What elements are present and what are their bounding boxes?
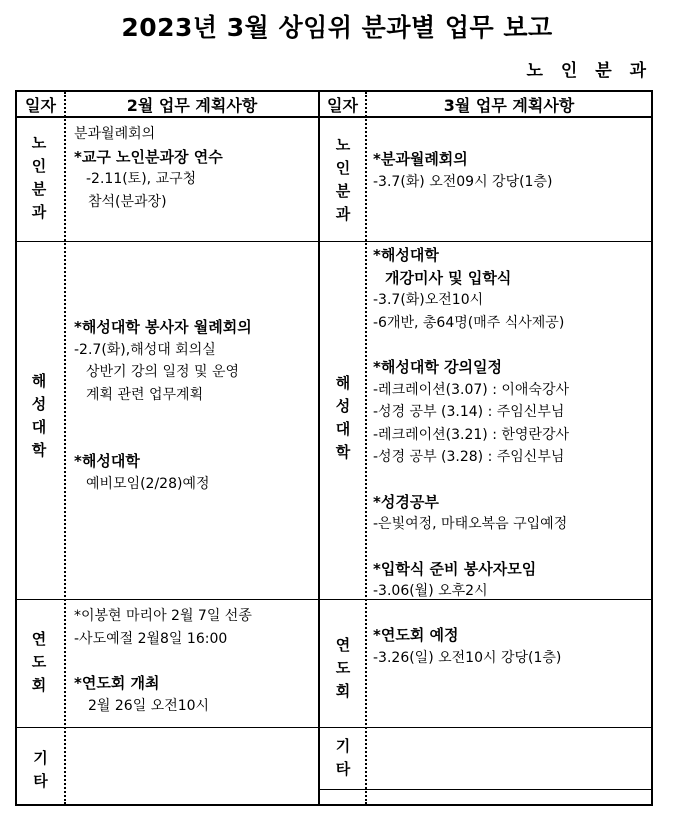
column-divider: [318, 92, 320, 804]
text-line: *연도회 예정: [373, 626, 459, 644]
row-label-senior: 노 인 분 과: [335, 136, 351, 223]
text-line: -6개반, 총64명(매주 식사제공): [373, 314, 565, 331]
text-line: *교구 노인분과장 연수: [74, 147, 223, 166]
text-line: *해성대학 봉사자 월례회의: [74, 318, 252, 336]
row-label-etc-left: 기 타: [33, 749, 48, 790]
text-line: 2월 26일 오전10시: [88, 697, 210, 714]
text-line: -3.7(화)오전10시: [373, 292, 484, 308]
header-plan-feb: 2월 업무 계획사항: [126, 96, 258, 115]
yeondo-feb-cell: [74, 605, 252, 717]
row-divider: [17, 727, 651, 728]
text-line: *해성대학 강의일정: [373, 358, 502, 376]
header-plan-mar: 3월 업무 계획사항: [443, 96, 575, 115]
row-divider: [17, 241, 651, 242]
text-line: 계획 관련 업무계획: [86, 386, 204, 403]
column-divider: [365, 92, 367, 804]
text-line: *해성대학: [373, 246, 439, 264]
text-line: 예비모임(2/28)예정: [86, 475, 210, 492]
header-divider: [17, 116, 651, 118]
text-line: *해성대학: [74, 452, 140, 470]
senior-feb-cell: [74, 123, 223, 213]
text-line: -3.26(일) 오전10시 강당(1층): [373, 649, 562, 666]
text-line: *분과월례회의: [373, 150, 468, 168]
header-date-left: 일자: [25, 96, 56, 115]
senior-mar-cell: [373, 148, 552, 193]
text-line: 상반기 강의 일정 및 운영: [86, 364, 240, 380]
haesung-feb-cell: [74, 316, 252, 495]
report-table: [15, 90, 653, 806]
page-title: 2023년 3월 상임위 분과별 업무 보고: [121, 13, 553, 42]
row-label-yeondo: 연 도 회: [335, 636, 351, 700]
row-label-haesung: 해 성 대 학: [335, 374, 351, 461]
row-label-haesung: 해 성 대 학: [31, 372, 47, 459]
text-line: -은빛여정, 마태오복음 구입예정: [373, 516, 568, 532]
column-divider: [64, 92, 66, 804]
text-line: -2.7(화),해성대 회의실: [74, 341, 216, 358]
department-name: 노 인 분 과: [526, 61, 652, 81]
text-line: *성경공부: [373, 492, 439, 511]
row-divider: [319, 789, 651, 790]
text-line: -3.7(화) 오전09시 강당(1층): [373, 173, 553, 190]
text-line: -성경 공부 (3.28) : 주임신부님: [373, 449, 565, 465]
text-line: -사도예절 2월8일 16:00: [74, 630, 228, 647]
text-line: 분과월례회의: [74, 126, 156, 142]
row-label-senior: 노 인 분 과: [31, 134, 47, 221]
yeondo-mar-cell: [373, 624, 561, 669]
text-line: -레크레이션(3.07) : 이애숙강사: [373, 381, 570, 398]
text-line: -2.11(토), 교구청: [86, 171, 197, 187]
row-label-yeondo: 연 도 회: [31, 630, 47, 694]
text-line: -3.06(월) 오후2시: [373, 583, 488, 599]
text-line: *이봉현 마리아 2월 7일 선종: [74, 608, 252, 624]
text-line: -성경 공부 (3.14) : 주임신부님: [373, 404, 565, 420]
row-label-etc-right: 기 타: [335, 737, 351, 778]
text-line: 참석(분과장): [88, 193, 167, 210]
text-line: 개강미사 및 입학식: [385, 268, 512, 287]
text-line: -레크레이션(3.21) : 한영란강사: [373, 426, 570, 443]
text-line: *입학식 준비 봉사자모임: [373, 559, 537, 578]
text-line: *연도회 개최: [74, 674, 160, 692]
haesung-mar-cell: [373, 244, 569, 603]
header-date-right: 일자: [327, 96, 358, 115]
